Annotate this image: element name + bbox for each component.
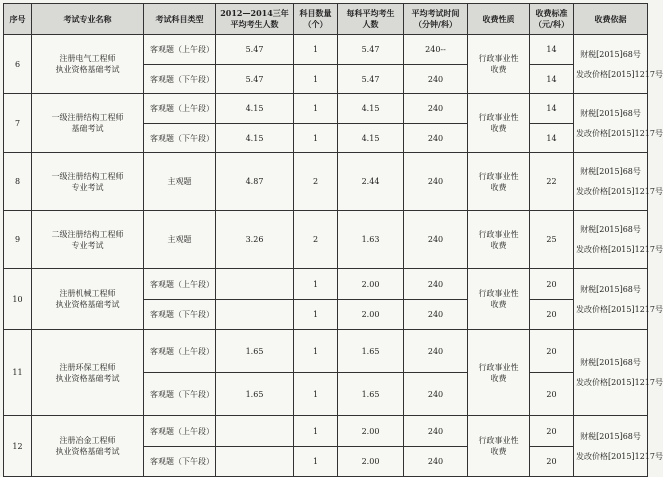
exam-name-line: 注册机械工程师 — [59, 289, 116, 298]
fee-standard: 22 — [530, 153, 574, 211]
avg-exam-time: 240-- — [404, 35, 468, 65]
fee-basis — [574, 416, 663, 477]
avg-per-subject: 5.47 — [338, 35, 404, 65]
fee-basis — [574, 211, 663, 269]
exam-name-line: 一级注册结构工程师 — [51, 113, 124, 122]
fee-basis-line: 发改价格[2015]1217号 — [576, 451, 663, 461]
fee-basis-line: 发改价格[2015]1217号 — [576, 245, 663, 254]
table-row — [4, 94, 648, 124]
subject-type: 客观题（下午段） — [144, 300, 216, 330]
table-row — [4, 416, 648, 447]
subject-type: 客观题（上午段） — [144, 330, 216, 373]
subject-count: 1 — [294, 94, 338, 124]
subject-type: 主观题 — [144, 211, 216, 269]
avg-3yr-candidates — [216, 447, 294, 477]
fee-nature-line: 收费 — [490, 124, 507, 133]
avg-per-subject: 2.00 — [338, 269, 404, 300]
fee-basis-line: 财税[2015]68号 — [580, 284, 641, 294]
fee-nature-line: 行政事业性 — [478, 436, 519, 445]
subject-type: 客观题（下午段） — [144, 373, 216, 416]
subject-count: 1 — [294, 269, 338, 300]
table-row — [4, 35, 648, 65]
header-cell: 序号 — [4, 4, 32, 35]
row-number: 11 — [4, 330, 32, 416]
subject-count: 1 — [294, 300, 338, 330]
avg-exam-time: 240 — [404, 153, 468, 211]
fee-basis-line: 发改价格[2015]1217号 — [576, 378, 663, 387]
fee-nature-line: 收费 — [490, 447, 507, 456]
avg-per-subject: 2.00 — [338, 300, 404, 330]
subject-type: 主观题 — [144, 153, 216, 211]
avg-exam-time: 240 — [404, 124, 468, 153]
avg-exam-time: 240 — [404, 373, 468, 416]
avg-per-subject: 5.47 — [338, 65, 404, 94]
avg-3yr-candidates: 1.65 — [216, 373, 294, 416]
exam-name-line: 基础考试 — [71, 124, 104, 133]
avg-exam-time: 240 — [404, 416, 468, 447]
subject-count: 2 — [294, 211, 338, 269]
avg-3yr-candidates — [216, 300, 294, 330]
fee-basis-line: 发改价格[2015]1217号 — [576, 69, 663, 79]
row-number: 7 — [4, 94, 32, 153]
subject-type: 客观题（下午段） — [144, 65, 216, 94]
fee-basis-line: 财税[2015]68号 — [580, 225, 641, 234]
subject-count: 1 — [294, 124, 338, 153]
fee-standard: 20 — [530, 416, 574, 447]
fee-basis-line: 发改价格[2015]1217号 — [576, 304, 663, 314]
exam-name-line: 一级注册结构工程师 — [51, 171, 124, 181]
fee-basis-line: 财税[2015]68号 — [580, 167, 641, 176]
fee-nature — [468, 416, 530, 477]
subject-type: 客观题（上午段） — [144, 416, 216, 447]
fee-basis-line: 发改价格[2015]1217号 — [576, 128, 663, 138]
header-cell: 考试科目类型 — [144, 4, 216, 35]
fee-basis-line: 发改价格[2015]1217号 — [576, 187, 663, 196]
avg-3yr-candidates — [216, 269, 294, 300]
avg-exam-time: 240 — [404, 269, 468, 300]
subject-count: 2 — [294, 153, 338, 211]
row-number: 8 — [4, 153, 32, 211]
exam-name-line: 专业考试 — [71, 240, 104, 250]
fee-table — [3, 3, 663, 477]
exam-name — [32, 416, 144, 477]
fee-nature-line: 行政事业性 — [478, 289, 519, 298]
subject-type: 客观题（上午段） — [144, 94, 216, 124]
subject-count: 1 — [294, 65, 338, 94]
fee-standard: 25 — [530, 211, 574, 269]
fee-basis — [574, 94, 663, 153]
header-row — [4, 4, 648, 35]
avg-exam-time: 240 — [404, 211, 468, 269]
subject-count: 1 — [294, 447, 338, 477]
row-number: 12 — [4, 416, 32, 477]
avg-3yr-candidates: 5.47 — [216, 35, 294, 65]
row-number: 6 — [4, 35, 32, 94]
avg-per-subject: 2.00 — [338, 416, 404, 447]
fee-basis — [574, 35, 663, 94]
fee-standard: 14 — [530, 65, 574, 94]
table-row — [4, 211, 648, 269]
fee-nature-line: 收费 — [490, 300, 507, 309]
subject-type: 客观题（下午段） — [144, 124, 216, 153]
exam-name-line: 二级注册结构工程师 — [51, 229, 124, 239]
table-row — [4, 269, 648, 300]
fee-nature-line: 行政事业性 — [478, 113, 519, 122]
header-cell: 收费标准 （元/科） — [530, 4, 574, 35]
subject-type: 客观题（下午段） — [144, 447, 216, 477]
fee-standard: 20 — [530, 447, 574, 477]
fee-nature-line: 行政事业性 — [478, 229, 519, 239]
fee-nature-line: 收费 — [490, 240, 507, 250]
row-number: 10 — [4, 269, 32, 330]
header-cell: 每科平均考生 人数 — [338, 4, 404, 35]
fee-nature — [468, 330, 530, 416]
header-cell: 收费依据 — [574, 4, 648, 35]
subject-count: 1 — [294, 373, 338, 416]
fee-standard: 20 — [530, 373, 574, 416]
avg-3yr-candidates — [216, 416, 294, 447]
fee-nature — [468, 269, 530, 330]
header-cell: 平均考试时间 （分钟/科） — [404, 4, 468, 35]
table-body — [4, 35, 663, 477]
exam-name-line: 注册环保工程师 — [59, 362, 116, 372]
avg-exam-time: 240 — [404, 94, 468, 124]
avg-3yr-candidates: 4.15 — [216, 94, 294, 124]
avg-per-subject: 1.65 — [338, 373, 404, 416]
fee-basis — [574, 330, 663, 416]
fee-nature-line: 行政事业性 — [478, 54, 519, 63]
exam-name-line: 执业资格基础考试 — [55, 300, 120, 309]
fee-nature — [468, 35, 530, 94]
fee-basis-line: 财税[2015]68号 — [580, 358, 641, 367]
table-row — [4, 330, 648, 373]
exam-name — [32, 35, 144, 94]
avg-per-subject: 4.15 — [338, 124, 404, 153]
exam-name — [32, 269, 144, 330]
fee-nature-line: 行政事业性 — [478, 362, 519, 372]
exam-name — [32, 330, 144, 416]
avg-per-subject: 1.63 — [338, 211, 404, 269]
header-cell: 科目数量 （个） — [294, 4, 338, 35]
fee-basis-line: 财税[2015]68号 — [580, 108, 641, 118]
exam-name-line: 注册电气工程师 — [59, 54, 116, 63]
subject-count: 1 — [294, 330, 338, 373]
avg-per-subject: 1.65 — [338, 330, 404, 373]
avg-per-subject: 2.00 — [338, 447, 404, 477]
header-cell: 考试专业名称 — [32, 4, 144, 35]
avg-per-subject: 2.44 — [338, 153, 404, 211]
fee-basis-line: 财税[2015]68号 — [580, 431, 641, 441]
fee-nature — [468, 211, 530, 269]
avg-3yr-candidates: 1.65 — [216, 330, 294, 373]
exam-name-line: 执业资格基础考试 — [55, 65, 120, 74]
avg-exam-time: 240 — [404, 300, 468, 330]
fee-nature-line: 行政事业性 — [478, 171, 519, 181]
avg-3yr-candidates: 4.15 — [216, 124, 294, 153]
fee-standard: 20 — [530, 300, 574, 330]
avg-3yr-candidates: 5.47 — [216, 65, 294, 94]
header-cell: 收费性质 — [468, 4, 530, 35]
exam-name-line: 专业考试 — [71, 182, 104, 192]
fee-standard: 14 — [530, 94, 574, 124]
fee-nature-line: 收费 — [490, 65, 507, 74]
exam-name — [32, 153, 144, 211]
fee-nature-line: 收费 — [490, 373, 507, 383]
table-row — [4, 153, 648, 211]
fee-nature-line: 收费 — [490, 182, 507, 192]
fee-basis-line: 财税[2015]68号 — [580, 49, 641, 59]
fee-nature — [468, 153, 530, 211]
fee-standard: 20 — [530, 269, 574, 300]
avg-3yr-candidates: 3.26 — [216, 211, 294, 269]
row-number: 9 — [4, 211, 32, 269]
fee-standard: 14 — [530, 35, 574, 65]
subject-type: 客观题（上午段） — [144, 35, 216, 65]
subject-type: 客观题（上午段） — [144, 269, 216, 300]
subject-count: 1 — [294, 35, 338, 65]
exam-name — [32, 211, 144, 269]
fee-standard: 20 — [530, 330, 574, 373]
header-cell: 2012—2014三年 平均考生人数 — [216, 4, 294, 35]
avg-exam-time: 240 — [404, 65, 468, 94]
avg-exam-time: 240 — [404, 447, 468, 477]
fee-basis — [574, 153, 663, 211]
subject-count: 1 — [294, 416, 338, 447]
fee-standard: 14 — [530, 124, 574, 153]
fee-basis — [574, 269, 663, 330]
exam-name — [32, 94, 144, 153]
fee-nature — [468, 94, 530, 153]
avg-exam-time: 240 — [404, 330, 468, 373]
exam-name-line: 执业资格基础考试 — [55, 447, 120, 456]
exam-name-line: 执业资格基础考试 — [55, 373, 120, 383]
avg-per-subject: 4.15 — [338, 94, 404, 124]
exam-name-line: 注册冶金工程师 — [59, 436, 116, 445]
avg-3yr-candidates: 4.87 — [216, 153, 294, 211]
